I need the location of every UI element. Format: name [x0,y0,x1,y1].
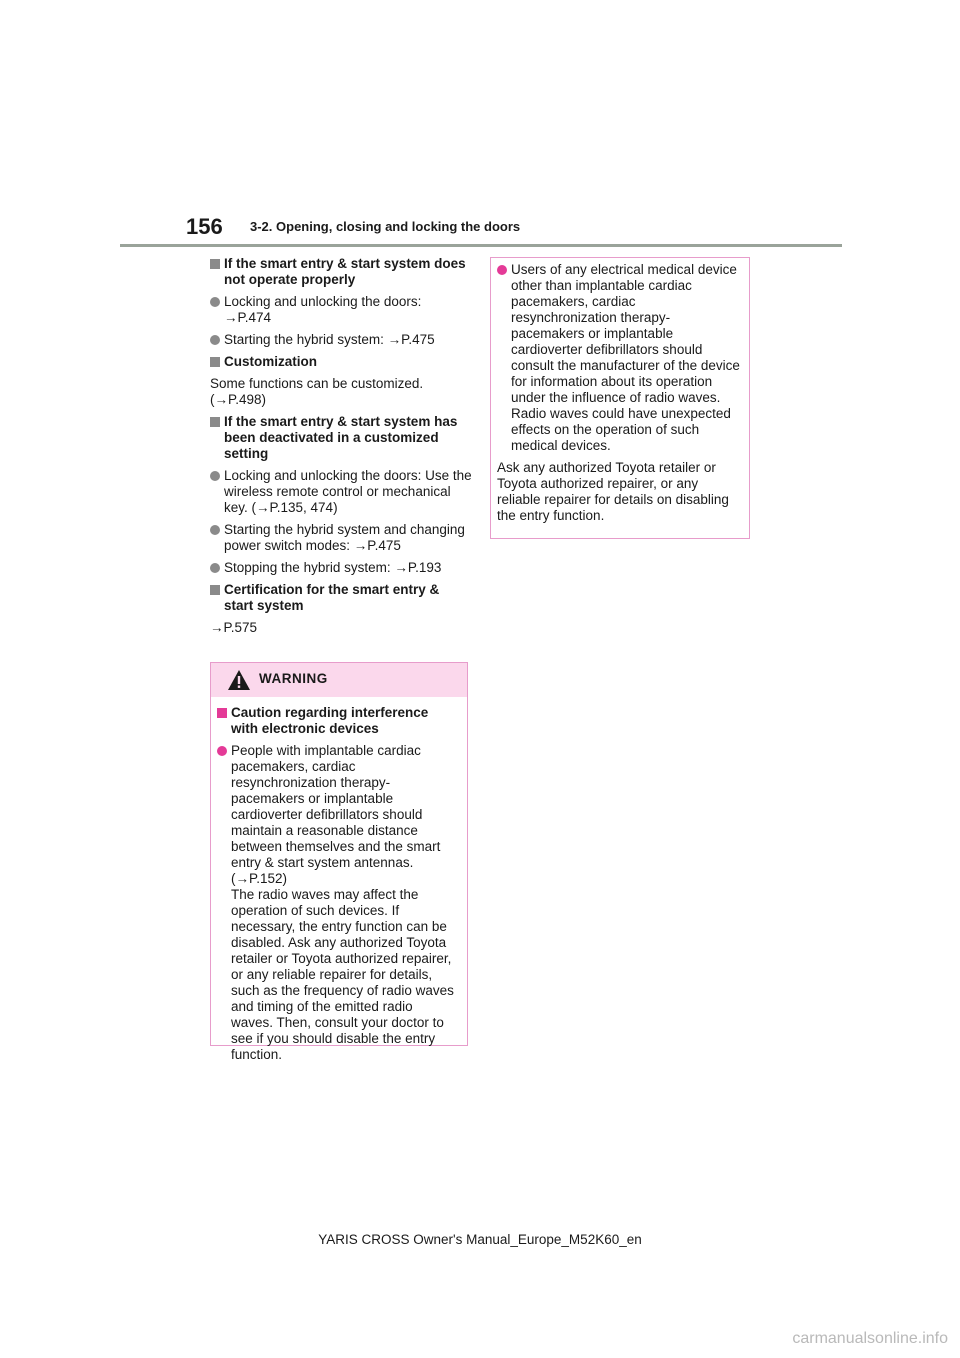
section-heading: Certification for the smart entry & start system [210,582,472,614]
square-bullet-icon [217,708,227,718]
header-rule [120,244,842,247]
watermark: carmanualsonline.info [792,1330,948,1347]
list-item: Users of any electrical medical device other than implantable cardiac pacemakers, cardiac resynchronization therapy-pacemakers or implantable cardioverter defibrillators should consult the manufacturer of the device for information about its operation under the influence of radio waves. Radio waves could have unexpected effects on the operation of such medical devices. [497,262,741,454]
paragraph: Ask any authorized Toyota retailer or Toyota authorized repairer, or any reliable repairer for details on disabling the entry function. [497,460,729,523]
list-item: Locking and unlocking the doors: Use the wireless remote control or mechanical key. (→P.135, 474) [210,468,472,516]
warning-box [210,662,468,1062]
list-item: Starting the hybrid system: →P.475 [210,332,472,348]
warning-label: WARNING [259,671,328,686]
warning-triangle-icon [227,669,251,691]
warning-heading: Caution regarding interference with electronic devices [217,705,457,737]
warning-box-continued [490,257,750,539]
warning-body [211,697,467,1063]
circle-bullet-icon [210,335,220,345]
section-heading: If the smart entry & start system does not operate properly [210,256,472,288]
list-item: Stopping the hybrid system: →P.193 [210,560,472,576]
page-number: 156 [186,214,223,239]
square-bullet-icon [210,585,220,595]
circle-bullet-icon [217,746,227,756]
page-footer: YARIS CROSS Owner's Manual_Europe_M52K60_en [318,1232,642,1247]
section-heading: Customization [210,354,472,370]
circle-bullet-icon [210,297,220,307]
paragraph: →P.575 [210,620,258,635]
paragraph: Some functions can be customized. (→P.498) [210,376,424,407]
circle-bullet-icon [497,265,507,275]
circle-bullet-icon [210,563,220,573]
list-item: People with implantable cardiac pacemakers, cardiac resynchronization therapy-pacemakers or implantable cardioverter defibrillators should maintain a reasonable distance between themselves and the smart entry & start system antennas. (→P.152) The radio waves may affect the operation of such devices. If necessary, the entry function can be disabled. Ask any authorized Toyota retailer or Toyota authorized repairer, or any reliable repairer for details, such as the frequency of radio waves and timing of the emitted radio waves. Then, consult your doctor to see if you should disable the entry function. [217,743,457,1063]
list-item: Starting the hybrid system and changing power switch modes: →P.475 [210,522,472,554]
chapter-title: 3-2. Opening, closing and locking the doors [250,219,521,234]
warning-header [211,663,467,697]
list-item: Locking and unlocking the doors: →P.474 [210,294,472,326]
circle-bullet-icon [210,525,220,535]
section-heading: If the smart entry & start system has been deactivated in a customized setting [210,414,472,462]
square-bullet-icon [210,357,220,367]
square-bullet-icon [210,417,220,427]
circle-bullet-icon [210,471,220,481]
page-header [186,214,846,246]
left-column [210,256,472,642]
square-bullet-icon [210,259,220,269]
